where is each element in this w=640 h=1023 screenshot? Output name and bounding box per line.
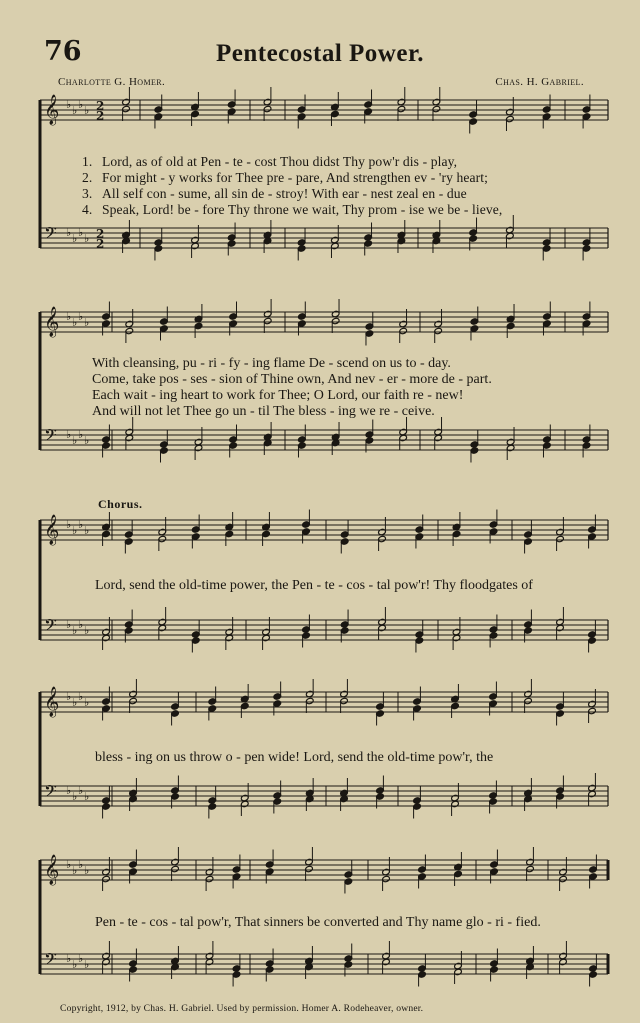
flat-icon: ♭ xyxy=(72,864,78,877)
verse-3-line-2: Each wait - ing heart to work for Thee; O Lord, our faith re - new! xyxy=(92,388,464,403)
flat-icon: ♭ xyxy=(84,434,90,447)
bass-clef-icon: 𝄢 xyxy=(44,615,57,639)
flat-icon: ♭ xyxy=(78,618,84,631)
flat-icon: ♭ xyxy=(66,310,72,323)
verse-3-line-1 xyxy=(82,186,592,202)
verse-text: All self con - sume, all sin de - stroy! With ear - nest zeal en - due xyxy=(102,186,467,201)
flat-icon: ♭ xyxy=(84,104,90,117)
flat-icon: ♭ xyxy=(72,104,78,117)
hymn-number: 76 xyxy=(44,36,82,67)
flat-icon: ♭ xyxy=(72,790,78,803)
treble-clef-icon: 𝄞 xyxy=(44,515,60,545)
copyright-notice: Copyright, 1912, by Chas. H. Gabriel. Used by permission. Homer A. Rodeheaver, owner. xyxy=(60,1003,424,1014)
flat-icon: ♭ xyxy=(78,98,84,111)
flat-icon: ♭ xyxy=(78,784,84,797)
chorus-line-3: Pen - te - cos - tal pow'r, That sinners be converted and Thy name glo - ri - fied. xyxy=(95,915,541,930)
time-signature: 2 xyxy=(96,109,105,123)
flat-icon: ♭ xyxy=(84,232,90,245)
flat-icon: ♭ xyxy=(84,696,90,709)
verse-4-line-2: And will not let Thee go un - til The bless - ing we re - ceive. xyxy=(92,404,435,419)
verse-text: Speak, Lord! be - fore Thy throne we wait, Thy prom - ise we be - lieve, xyxy=(102,202,503,217)
flat-icon: ♭ xyxy=(84,790,90,803)
verse-2-line-2: Come, take pos - ses - sion of Thine own, And nev - er - more de - part. xyxy=(92,372,492,387)
treble-clef-icon: 𝄞 xyxy=(44,855,60,885)
verse-text: For might - y works for Thee pre - pare, And strengthen ev - 'ry heart; xyxy=(102,170,489,185)
flat-icon: ♭ xyxy=(66,784,72,797)
flat-icon: ♭ xyxy=(72,696,78,709)
flat-icon: ♭ xyxy=(78,226,84,239)
flat-icon: ♭ xyxy=(84,624,90,637)
flat-icon: ♭ xyxy=(78,518,84,531)
time-signature: 2 xyxy=(96,237,105,251)
chorus-label: Chorus. xyxy=(98,497,143,511)
flat-icon: ♭ xyxy=(72,524,78,537)
flat-icon: ♭ xyxy=(72,958,78,971)
flat-icon: ♭ xyxy=(66,690,72,703)
bass-clef-icon: 𝄢 xyxy=(44,425,57,449)
flat-icon: ♭ xyxy=(84,864,90,877)
flat-icon: ♭ xyxy=(72,624,78,637)
flat-icon: ♭ xyxy=(66,952,72,965)
flat-icon: ♭ xyxy=(78,952,84,965)
lyricist-credit: Charlotte G. Homer. xyxy=(58,76,166,88)
flat-icon: ♭ xyxy=(78,428,84,441)
flat-icon: ♭ xyxy=(66,226,72,239)
chorus-line-2: bless - ing on us throw o - pen wide! Lord, send the old-time pow'r, the xyxy=(95,750,494,765)
verse-1-line-2: With cleansing, pu - ri - fy - ing flame De - scend on us to - day. xyxy=(92,356,451,371)
treble-clef-icon: 𝄞 xyxy=(44,307,60,337)
flat-icon: ♭ xyxy=(84,958,90,971)
bass-clef-icon: 𝄢 xyxy=(44,949,57,973)
verse-2-line-1 xyxy=(82,170,592,186)
bass-clef-icon: 𝄢 xyxy=(44,781,57,805)
flat-icon: ♭ xyxy=(84,316,90,329)
time-signature: 2 xyxy=(96,99,105,113)
treble-clef-icon: 𝄞 xyxy=(44,687,60,717)
flat-icon: ♭ xyxy=(72,434,78,447)
verse-1-line-1 xyxy=(82,154,592,170)
flat-icon: ♭ xyxy=(84,524,90,537)
flat-icon: ♭ xyxy=(78,310,84,323)
flat-icon: ♭ xyxy=(78,690,84,703)
verse-number: 3. xyxy=(82,186,93,201)
verse-4-line-1 xyxy=(82,202,592,218)
flat-icon: ♭ xyxy=(78,858,84,871)
flat-icon: ♭ xyxy=(72,232,78,245)
flat-icon: ♭ xyxy=(72,316,78,329)
treble-clef-icon: 𝄞 xyxy=(44,95,60,125)
composer-credit: Chas. H. Gabriel. xyxy=(495,76,584,88)
verse-number: 2. xyxy=(82,170,93,185)
chorus-line-1: Lord, send the old-time power, the Pen - te - cos - tal pow'r! Thy floodgates of xyxy=(95,578,533,593)
verse-number: 4. xyxy=(82,202,93,217)
flat-icon: ♭ xyxy=(66,618,72,631)
flat-icon: ♭ xyxy=(66,518,72,531)
flat-icon: ♭ xyxy=(66,98,72,111)
flat-icon: ♭ xyxy=(66,858,72,871)
flat-icon: ♭ xyxy=(66,428,72,441)
verse-text: Lord, as of old at Pen - te - cost Thou didst Thy pow'r dis - play, xyxy=(102,154,458,169)
verse-number: 1. xyxy=(82,154,93,169)
bass-clef-icon: 𝄢 xyxy=(44,223,57,247)
hymn-title: Pentecostal Power. xyxy=(215,40,424,67)
time-signature: 2 xyxy=(96,227,105,241)
